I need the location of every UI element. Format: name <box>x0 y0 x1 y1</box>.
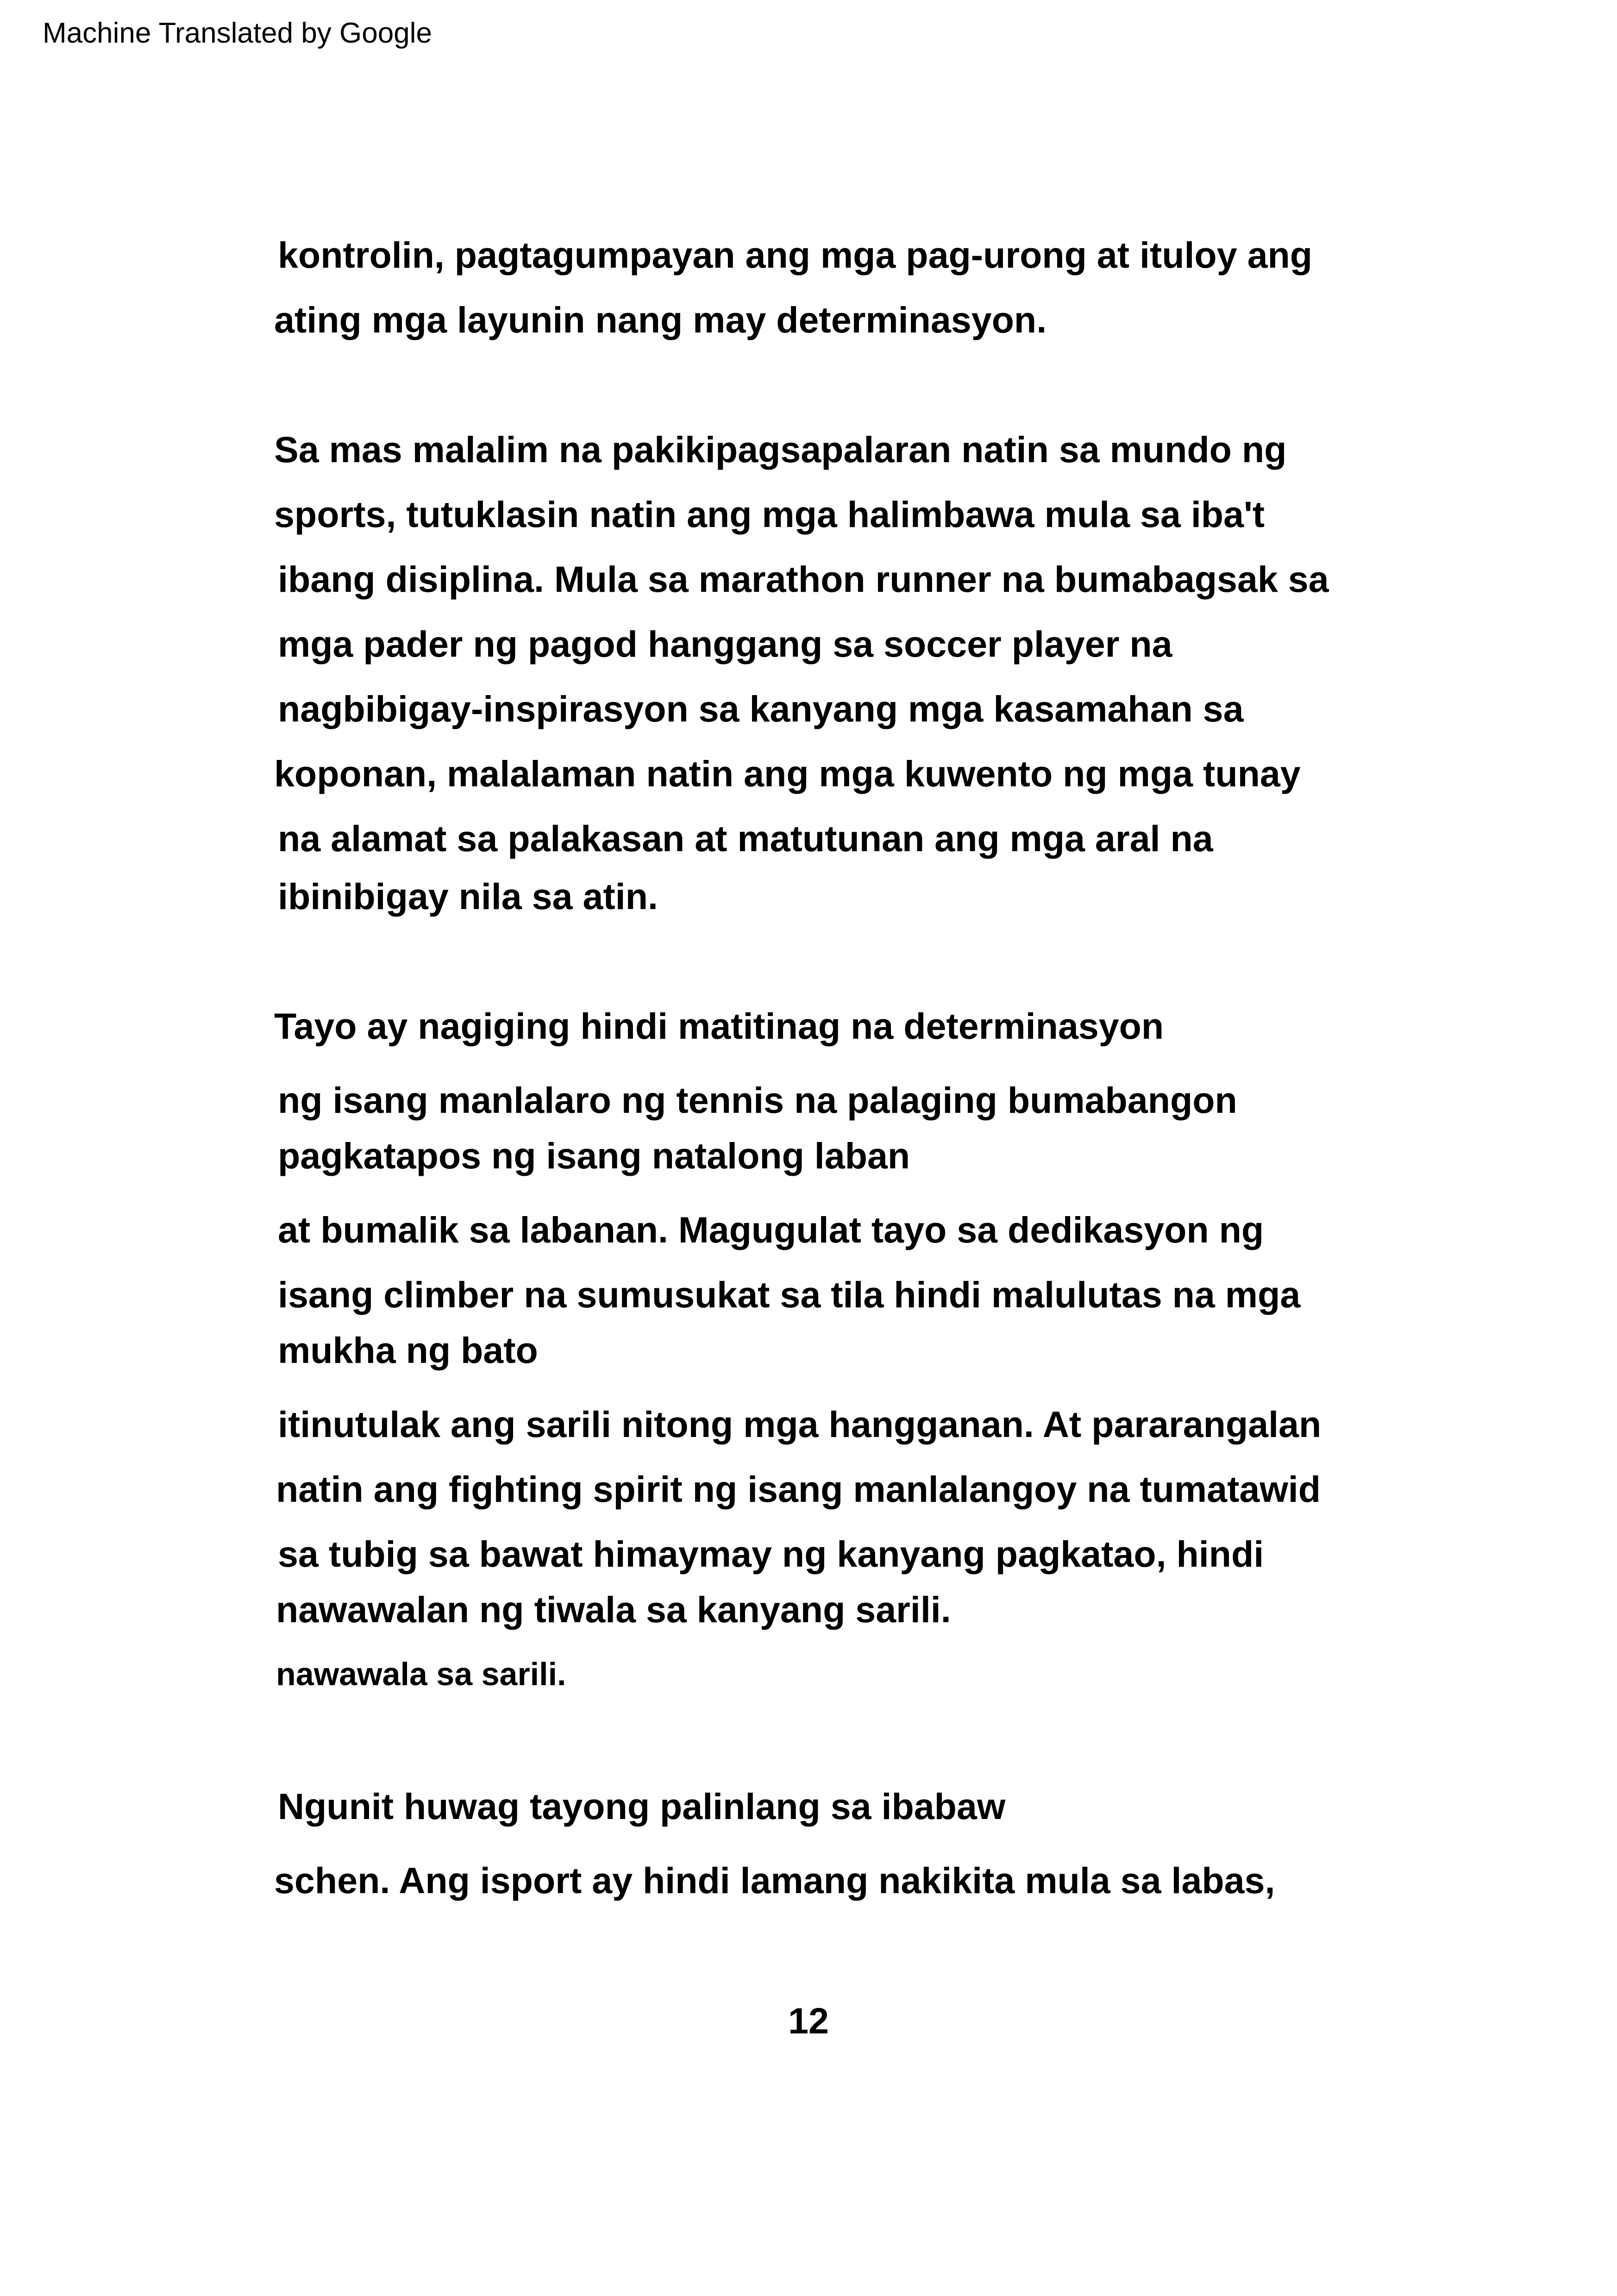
text-line: at bumalik sa labanan. Magugulat tayo sa dedikasyon ng <box>278 1209 1264 1250</box>
machine-translation-header: Machine Translated by Google <box>43 17 432 49</box>
text-line: ating mga layunin nang may determinasyon. <box>274 299 1047 340</box>
text-line: mukha ng bato <box>278 1330 538 1371</box>
text-line: nawawala sa sarili. <box>276 1656 566 1692</box>
text-line: na alamat sa palakasan at matutunan ang mga aral na <box>278 818 1213 859</box>
text-line: nagbibigay-inspirasyon sa kanyang mga kasamahan sa <box>278 688 1244 729</box>
text-line: ng isang manlalaro ng tennis na palaging bumabangon <box>278 1079 1237 1121</box>
text-line: schen. Ang isport ay hindi lamang nakikita mula sa labas, <box>274 1860 1275 1901</box>
text-line: pagkatapos ng isang natalong laban <box>278 1135 910 1176</box>
text-line: kontrolin, pagtagumpayan ang mga pag-urong at ituloy ang <box>278 234 1313 276</box>
text-line: ibinibigay nila sa atin. <box>278 876 658 917</box>
text-line: mga pader ng pagod hanggang sa soccer player na <box>278 623 1172 665</box>
text-line: Ngunit huwag tayong palinlang sa ibabaw <box>278 1786 1006 1827</box>
text-line: nawawalan ng tiwala sa kanyang sarili. <box>276 1589 951 1630</box>
text-line: natin ang fighting spirit ng isang manlalangoy na tumatawid <box>276 1468 1321 1510</box>
text-line: sa tubig sa bawat himaymay ng kanyang pagkatao, hindi <box>278 1533 1264 1575</box>
text-line: Sa mas malalim na pakikipagsapalaran natin sa mundo ng <box>274 429 1287 470</box>
page-number: 12 <box>788 2000 829 2041</box>
text-line: Tayo ay nagiging hindi matitinag na determinasyon <box>274 1005 1164 1047</box>
text-line: isang climber na sumusukat sa tila hindi malulutas na mga <box>278 1274 1301 1315</box>
text-line: itinutulak ang sarili nitong mga hangganan. At pararangalan <box>278 1404 1322 1445</box>
text-line: ibang disiplina. Mula sa marathon runner na bumabagsak sa <box>278 558 1329 600</box>
text-line: koponan, malalaman natin ang mga kuwento ng mga tunay <box>274 753 1301 794</box>
text-line: sports, tutuklasin natin ang mga halimbawa mula sa iba't <box>274 494 1265 535</box>
